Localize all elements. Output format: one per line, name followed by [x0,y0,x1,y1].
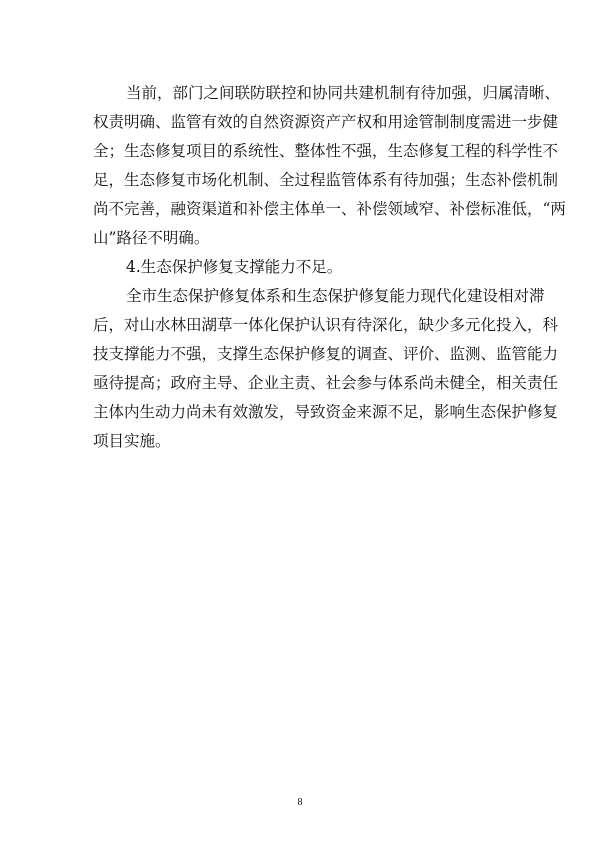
paragraph-current-issues [93,82,566,256]
text-line: 技支撑能力不强，支撑生态保护修复的调查、评价、监测、监管能力 [93,345,559,363]
text-line: 项目实施。 [93,432,171,450]
text-line: 足，生态修复市场化机制、全过程监管体系有待加强；生态补偿机制 [93,171,559,189]
heading-text: 4.生态保护修复支撑能力不足。 [126,258,343,276]
section-heading [93,256,508,285]
text-line: 亟待提高；政府主导、企业主责、社会参与体系尚未健全，相关责任 [93,374,559,392]
text-line: 当前，部门之间联防联控和协同共建机制有待加强，归属清晰、 [126,84,561,102]
text-line: 尚不完善，融资渠道和补偿主体单一、补偿领域窄、补偿标准低，“两 [93,200,566,218]
text-line: 权责明确、监管有效的自然资源资产产权和用途管制制度需进一步健 [93,113,559,131]
text-line: 主体内生动力尚未有效激发，导致资金来源不足，影响生态保护修复 [93,403,559,421]
page-number: 8 [297,797,303,808]
text-line: 全；生态修复项目的系统性、整体性不强，生态修复工程的科学性不 [93,142,559,160]
text-line: 全市生态保护修复体系和生态保护修复能力现代化建设相对滞 [126,287,545,305]
text-line: 山”路径不明确。 [93,229,210,247]
text-line: 后，对山水林田湖草一体化保护认识有待深化，缺少多元化投入，科 [93,316,559,334]
document-body [93,82,566,459]
paragraph-support-capacity [93,285,559,459]
